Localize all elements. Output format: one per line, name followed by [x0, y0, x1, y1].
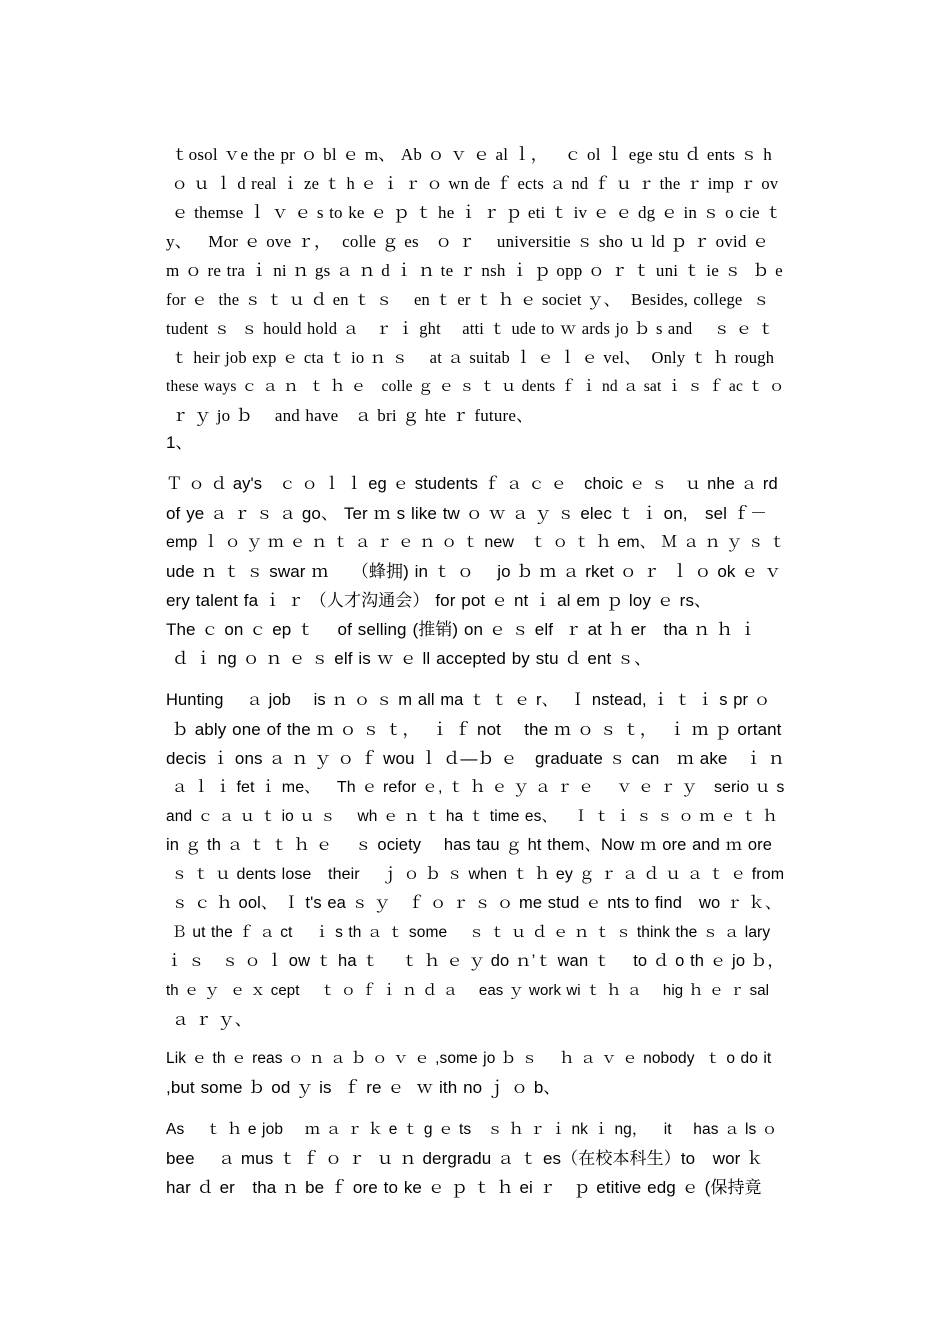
text-line: ｒ ｙ jo ｂ and have ａ bri ｇ hte ｒ future、	[166, 406, 534, 425]
text-line: y、 Mor ｅ ove ｒ， colle ｇ es ｏ ｒ universitie ｓ sho ｕ ld ｐ ｒ ovid ｅ	[166, 232, 770, 251]
text-line: har ｄ er tha ｎ be ｆ ore to ke ｅ ｐ ｔ ｈ ei ｒ ｐ etitive edg ｅ (保持竟	[166, 1178, 762, 1197]
text-line: ｔ heir job exp ｅ cta ｔ io ｎ ｓ at ａ suitab ｌ ｅ ｌ ｅ vel、 Only ｔ ｈ rough	[166, 348, 775, 367]
text-line: ｄ ｉ ng ｏ ｎ ｅ ｓ elf is ｗ ｅ ll accepted by stu ｄ ent ｓ、	[166, 649, 652, 668]
text-line: ｏ ｕ ｌ d real ｉ ze ｔ h ｅ ｉ ｒ ｏ wn de ｆ ects ａ nd ｆ ｕ ｒ the ｒ imp ｒ ov	[166, 174, 779, 193]
text-line: Lik ｅ th ｅ reas ｏ ｎ ａ ｂ ｏ ｖ ｅ ,some jo ｂ ｓ ｈ ａ ｖ ｅ nobody ｔ o do it	[166, 1050, 772, 1067]
text-line: Ｔ ｏ ｄ ay's ｃ ｏ ｌ ｌ eg ｅ students ｆ ａ ｃ ｅ choic ｅ ｓ ｕ nhe ａ rd	[166, 475, 778, 493]
text-line: in ｇ th ａ ｔ ｔ ｈ ｅ ｓ ociety has tau ｇ ht them、Now ｍ ore and ｍ ore	[166, 836, 773, 854]
text-line: ｉ ｓ ｓ ｏ ｌ ow ｔ ha ｔ ｔ ｈ ｅ ｙ do ｎ’ｔ wan ｔ to ｄ o th ｅ jo ｂ，	[166, 952, 784, 970]
text-line: ｓ ｃ ｈ ool、 Ｉ t's ea ｓ ｙ ｆ ｏ ｒ ｓ ｏ me stud ｅ nts to find wo ｒ ｋ、	[166, 894, 782, 912]
text-line: bee ａ mus ｔ ｆ ｏ ｒ ｕ ｎ dergradu ａ ｔ es（在校本科生）to wor ｋ	[166, 1149, 764, 1168]
text-line: of ye ａ ｒ ｓ ａ go、 Ter ｍ s like tw ｏ ｗ ａ ｙ ｓ elec ｔ ｉ on, sel ｆ－	[166, 504, 768, 523]
text-line: ｔosol ｖe the pr ｏ bl ｅ m、 Ab ｏ ｖ ｅ al ｌ， ｃ ol ｌ ege stu ｄ ents ｓ h	[166, 145, 772, 164]
text-line: ery talent fa ｉ ｒ （人才沟通会） for pot ｅ nt ｉ al em ｐ loy ｅ rs、	[166, 591, 712, 610]
text-line: for ｅ the ｓ ｔ ｕ ｄ en ｔ ｓ en ｔ er ｔ ｈ ｅ societ ｙ、 Besides, college ｓ	[166, 290, 770, 309]
text-line: m ｏ re tra ｉ ni ｎ gs ａ ｎ d ｉ ｎ te ｒ nsh ｉ ｐ opp ｏ ｒ ｔ uni ｔ ie ｓ ｂ e	[166, 261, 783, 280]
text-line: The ｃ on ｃ ep ｔ of selling (推销) on ｅ ｓ elf ｒ at ｈ er tha ｎ ｈ ｉ	[166, 620, 757, 639]
section-number: 1、	[166, 433, 193, 452]
text-line: ａ ｌ ｉ fet ｉ me、 Th ｅ refor ｅ, ｔ ｈ ｅ ｙ ａ ｒ ｅ ｖ ｅ ｒ ｙ serio ｕ s	[166, 779, 785, 796]
text-line: As ｔ ｈ e job ｍ ａ ｒ ｋ e ｔ g ｅ ts ｓ ｈ ｒ ｉ nk ｉ ng， it has ａ ls ｏ	[166, 1121, 778, 1138]
text-line: ,but some ｂ od ｙ is ｆ re ｅ ｗ ith no ｊ ｏ b、	[166, 1078, 561, 1097]
text-line: Hunting ａ job is ｎ ｏ ｓ m all ma ｔ ｔ ｅ r、 Ｉ nstead, ｉ ｔ ｉ s pr ｏ	[166, 691, 771, 709]
text-line: ude ｎ ｔ ｓ swar ｍ （蜂拥) in ｔ ｏ jo ｂ ｍ ａ rket ｏ ｒ ｌ ｏ ok ｅ ｖ	[166, 562, 782, 581]
text-line: these ways ｃ ａ ｎ ｔ ｈ ｅ colle ｇ ｅ ｓ ｔ ｕ dents ｆ ｉ nd ａ sat ｉ ｓ ｆ ac ｔ ｏ	[166, 378, 785, 395]
text-line: ｅ themse ｌ ｖ ｅ s to ke ｅ ｐ ｔ he ｉ ｒ ｐ eti ｔ iv ｅ ｅ dg ｅ in ｓ o cie ｔ	[166, 203, 783, 222]
text-line: ｓ ｔ ｕ dents lose their ｊ ｏ ｂ ｓ when ｔ ｈ ey ｇ ｒ ａ ｄ ｕ ａ ｔ ｅ from	[166, 866, 785, 883]
text-line: tudent ｓ ｓ hould hold ａ ｒ ｉ ght atti ｔ ude to ｗ ards jo ｂ s and ｓ ｅ ｔ	[166, 319, 775, 338]
text-line: and ｃ ａ ｕ ｔ io ｕ ｓ wh ｅ ｎ ｔ ha ｔ time es、 Ｉ ｔ ｉ ｓ ｓ ｏ ｍ ｅ ｔ ｈ	[166, 808, 778, 825]
text-line: ｂ ably one of the ｍ ｏ ｓ ｔ， ｉ ｆ not the ｍ ｏ ｓ ｔ， ｉ ｍ ｐ ortant	[166, 720, 782, 739]
text-line: Ｂ ut the ｆ ａ ct ｉ s th ａ ｔ some ｓ ｔ ｕ ｄ ｅ ｎ ｔ ｓ think the ｓ ａ lary	[166, 924, 771, 941]
text-line: th ｅ ｙ ｅ ｘ cept ｔ ｏ ｆ ｉ ｎ ｄ ａ eas ｙ work wi ｔ ｈ ａ hig ｈ ｅ ｒ sal	[166, 982, 770, 999]
text-line: emp ｌ ｏ ｙ ｍ ｅ ｎ ｔ ａ ｒ ｅ ｎ ｏ ｔ new ｔ ｏ ｔ ｈ em、 Ｍ ａ ｎ ｙ ｓ ｔ	[166, 534, 786, 551]
text-line: ａ ｒ ｙ、	[166, 1010, 252, 1029]
text-line: decis ｉ ons ａ ｎ ｙ ｏ ｆ wou ｌ ｄ—ｂ ｅ graduate ｓ can ｍ ake ｉ ｎ	[166, 749, 785, 768]
